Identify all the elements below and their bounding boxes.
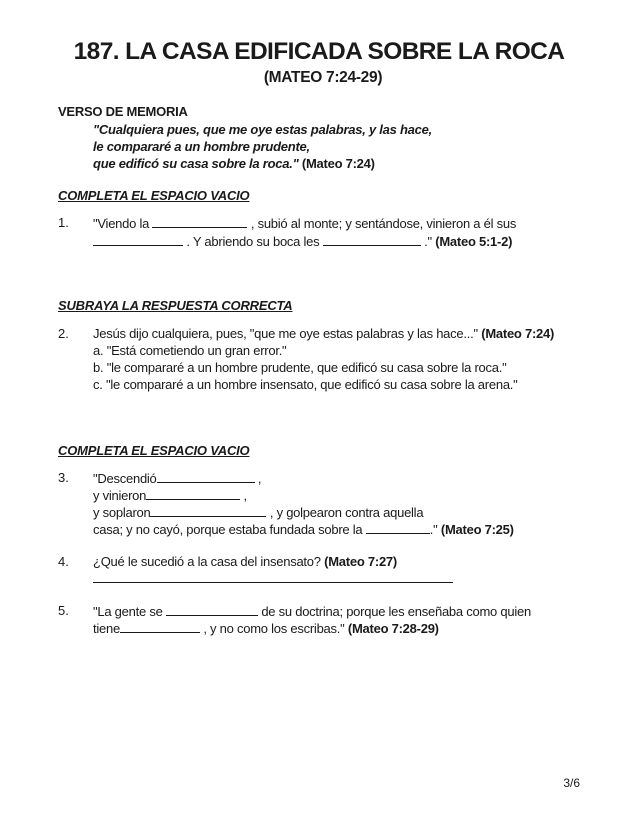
question-2-line xyxy=(93,326,554,342)
question-5-blank-2[interactable] xyxy=(120,620,200,633)
memory-verse-reference: (Mateo 7:24) xyxy=(301,156,375,171)
question-3-line-1 xyxy=(93,470,261,487)
page-number: 3/6 xyxy=(563,776,580,790)
question-1-blank-3[interactable] xyxy=(323,233,421,246)
question-3-line-4 xyxy=(93,521,514,538)
memory-verse-line-3-row xyxy=(93,156,375,172)
question-1-line-1 xyxy=(93,215,516,232)
question-1-blank-1[interactable] xyxy=(152,215,247,228)
question-2-reference: (Mateo 7:24) xyxy=(481,326,555,341)
question-3-text-2-end: , xyxy=(243,488,247,503)
question-5-number: 5. xyxy=(58,603,69,618)
question-1-blank-2[interactable] xyxy=(93,233,183,246)
question-1-number: 1. xyxy=(58,215,69,230)
question-3-text-2: y vinieron xyxy=(93,488,147,503)
question-5-reference: (Mateo 7:28-29) xyxy=(347,621,439,636)
question-5-text-c: tiene xyxy=(93,621,120,636)
question-3-text-1: "Descendió xyxy=(93,471,157,486)
question-3-text-4: casa; y no cayó, porque estaba fundada sobre la xyxy=(93,522,363,537)
question-4-answer-line[interactable] xyxy=(93,582,453,583)
question-3-text-4-end: ." xyxy=(429,522,438,537)
question-1-reference: (Mateo 5:1-2) xyxy=(435,234,513,249)
question-3-line-3 xyxy=(93,504,423,521)
question-4-reference: (Mateo 7:27) xyxy=(324,554,397,569)
question-5-line-2 xyxy=(93,620,439,637)
memory-verse-line-3: que edificó su casa sobre la roca." xyxy=(93,156,299,171)
page-title: 187. LA CASA EDIFICADA SOBRE LA ROCA xyxy=(73,38,565,65)
question-1-text-d: ." xyxy=(424,234,432,249)
question-5-text-b: de su doctrina; porque les enseñaba como quien xyxy=(261,604,531,619)
memory-verse-line-2: le compararé a un hombre prudente, xyxy=(93,139,310,154)
question-5-blank-1[interactable] xyxy=(166,603,258,616)
section-2-heading: SUBRAYA LA RESPUESTA CORRECTA xyxy=(58,298,293,313)
memory-verse-line-1: "Cualquiera pues, que me oye estas palabras, y las hace, xyxy=(93,122,432,137)
question-3-blank-1[interactable] xyxy=(157,470,255,483)
question-3-reference: (Mateo 7:25) xyxy=(440,522,514,537)
question-5-line-1 xyxy=(93,603,531,620)
question-3-blank-4[interactable] xyxy=(366,521,430,534)
question-3-number: 3. xyxy=(58,470,69,485)
section-1-heading: COMPLETA EL ESPACIO VACIO xyxy=(58,188,250,203)
question-2-option-b[interactable]: b. "le compararé a un hombre prudente, que edificó su casa sobre la roca." xyxy=(93,360,507,375)
question-3-blank-3[interactable] xyxy=(150,504,266,517)
question-3-blank-2[interactable] xyxy=(146,487,240,500)
question-3-text-1-end: , xyxy=(257,471,262,486)
question-3-line-2 xyxy=(93,487,247,504)
question-4-line xyxy=(93,554,397,570)
question-1-line-2 xyxy=(93,233,512,250)
question-1-text-b: , subió al monte; y sentándose, vinieron a él sus xyxy=(250,216,517,231)
memory-verse-heading: VERSO DE MEMORIA xyxy=(58,104,188,119)
question-3-text-3: y soplaron xyxy=(93,505,151,520)
question-4-number: 4. xyxy=(58,554,69,569)
question-2-number: 2. xyxy=(58,326,69,341)
section-3-heading: COMPLETA EL ESPACIO VACIO xyxy=(58,443,250,458)
page-subtitle: (MATEO 7:24-29) xyxy=(263,69,383,86)
question-2-option-c[interactable]: c. "le compararé a un hombre insensato, que edificó su casa sobre la arena." xyxy=(93,377,518,392)
question-2-text: Jesús dijo cualquiera, pues, "que me oye estas palabras y las hace..." xyxy=(93,326,478,341)
question-2-option-a[interactable]: a. "Está cometiendo un gran error." xyxy=(93,343,287,358)
question-4-text: ¿Qué le sucedió a la casa del insensato? xyxy=(93,554,321,569)
question-1-text-a: "Viendo la xyxy=(93,216,150,231)
question-5-text-a: "La gente se xyxy=(93,604,163,619)
question-1-text-c: . Y abriendo su boca les xyxy=(186,234,320,249)
question-3-text-3-end: , y golpearon contra aquella xyxy=(269,505,424,520)
question-5-text-d: , y no como los escribas." xyxy=(203,621,345,636)
